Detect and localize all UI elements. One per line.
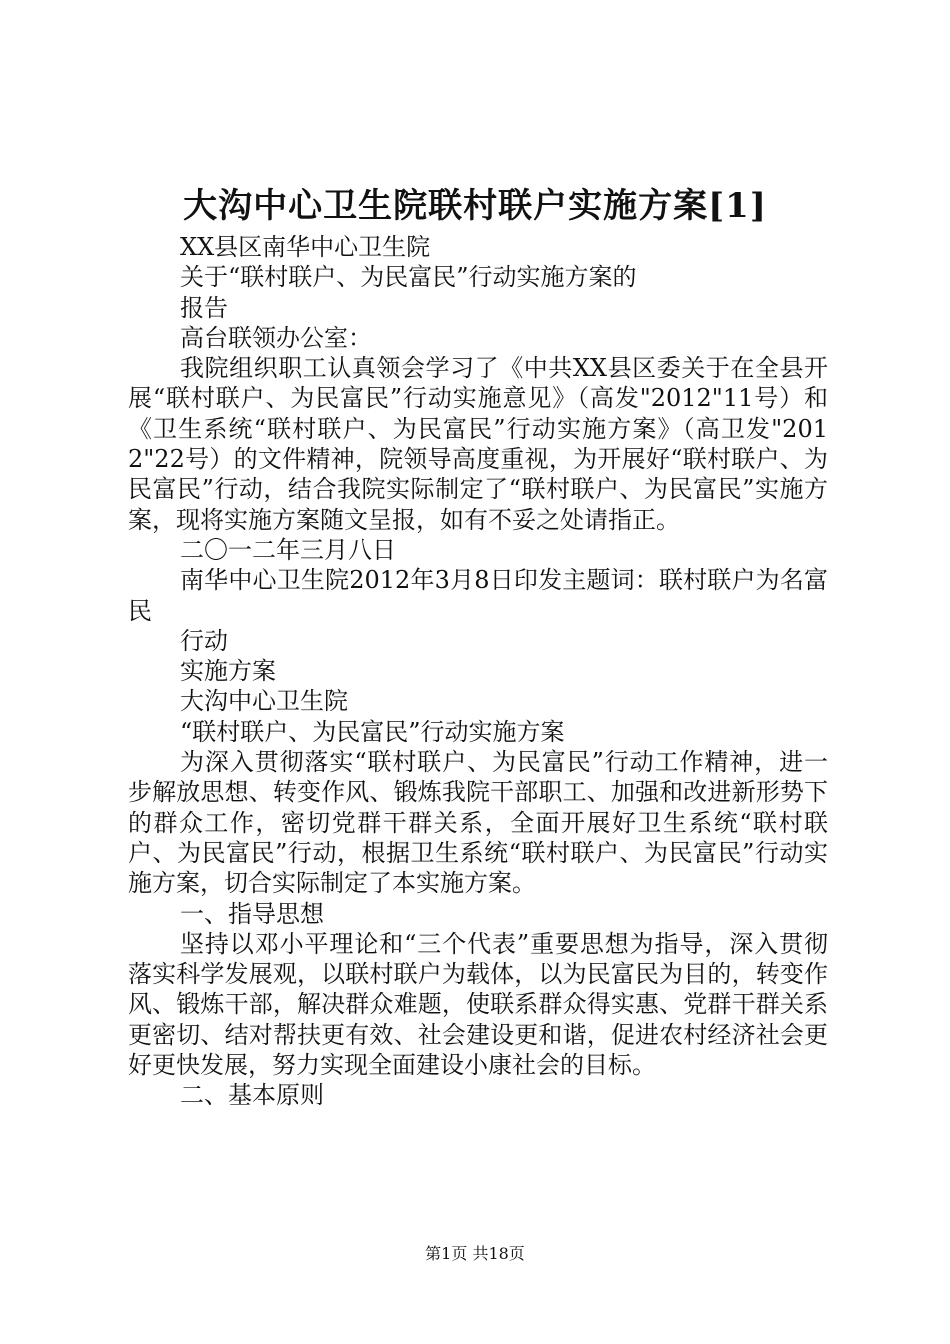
- section-heading-guiding-thought: 一、指导思想: [180, 899, 324, 928]
- paragraph-guiding-thought: 坚持以邓小平理论和“三个代表”重要思想为指导，深入贯彻落实科学发展观，以联村联户为载体，以为民富民为目的，转变作风、锻炼干部，解决群众难题，使联系群众得实惠、党群干群关系更密切、结对帮扶更有效、社会建设更和谐，促进农村经济社会更好更快发展，努力实现全面建设小康社会的目标。: [128, 929, 828, 1080]
- paragraph-addressee: 高台联领办公室：: [180, 323, 372, 352]
- paragraph-date: 二〇一二年三月八日: [180, 535, 396, 564]
- paragraph-plan-intro: 为深入贯彻落实“联村联户、为民富民”行动工作精神，进一步解放思想、转变作风、锻炼我院干部职工、加强和改进新形势下的群众工作，密切党群干群关系，全面开展好卫生系统“联村联户、为民富民”行动，根据卫生系统“联村联户、为民富民”行动实施方案，切合实际制定了本实施方案。: [128, 748, 828, 898]
- paragraph-report-label: 报告: [180, 293, 228, 322]
- document-body: [128, 232, 828, 1111]
- page-footer: 第1页 共18页: [425, 1244, 525, 1263]
- paragraph-issuer: 大沟中心卫生院: [180, 687, 348, 716]
- paragraph-keyword-action: 行动: [180, 626, 228, 655]
- paragraph-issue-note: 南华中心卫生院2012年3月8日印发主题词：联村联户为名富民: [128, 566, 828, 625]
- paragraph-hospital-name: XX县区南华中心卫生院: [180, 233, 431, 261]
- paragraph-keyword-plan: 实施方案: [180, 657, 276, 686]
- paragraph-plan-title: “联村联户、为民富民”行动实施方案: [180, 717, 565, 746]
- section-heading-basic-principles: 二、基本原则: [180, 1081, 324, 1110]
- paragraph-report-body: 我院组织职工认真领会学习了《中共XX县区委关于在全县开展“联村联户、为民富民”行动实施意见》（高发"2012"11号）和《卫生系统“联村联户、为民富民”行动实施方案》（高卫发"2012"22号）的文件精神，院领导高度重视，为开展好“联村联户、为民富民”行动，结合我院实际制定了“联村联户、为民富民”实施方案，现将实施方案随文呈报，如有不妥之处请指正。: [128, 354, 828, 534]
- document-title: 大沟中心卫生院联村联户实施方案[1]: [183, 186, 767, 226]
- paragraph-report-subject: 关于“联村联户、为民富民”行动实施方案的: [180, 263, 637, 292]
